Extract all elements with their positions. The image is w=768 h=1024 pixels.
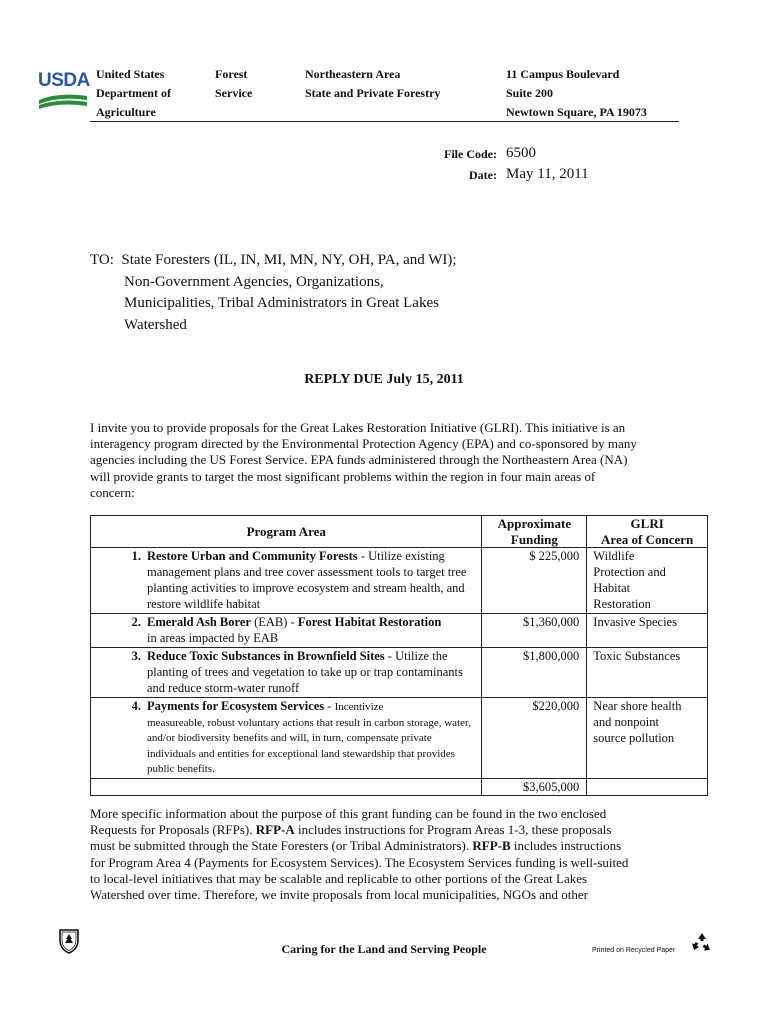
row-number: 1. [131, 549, 141, 563]
paragraph-text: Requests for Proposals (RFPs). [90, 822, 256, 838]
file-code-label: File Code: [444, 147, 497, 161]
funding-cell: $ 225,000 [482, 548, 587, 614]
paragraph-line: agencies including the US Forest Service. EPA funds administered through the Northeastern Area (NA) [90, 452, 628, 468]
letterhead-line: Newtown Square, PA 19073 [506, 105, 647, 119]
glri-cell [587, 648, 708, 698]
program-cell [91, 698, 482, 779]
funding-header-line: Approximate [497, 516, 572, 531]
paragraph-line: More specific information about the purpose of this grant funding can be found in the two enclosed [90, 806, 607, 821]
program-area-header: Program Area [91, 516, 482, 548]
glri-line: Invasive Species [593, 615, 677, 629]
total-blank-cell [91, 778, 482, 795]
letterhead-line: Suite 200 [506, 86, 554, 100]
glri-cell [587, 698, 708, 779]
program-detail: measureable, robust voluntary actions that result in carbon storage, water, and/or biodiversity benefits and will, in turn, compensate private individuals and entities for exceptional land stewardship that provides public benefits. [147, 716, 471, 775]
total-funding-cell: $3,605,000 [482, 778, 587, 795]
funding-header-line: Funding [510, 531, 558, 547]
program-cell [91, 548, 482, 614]
glri-line: Habitat [593, 581, 631, 595]
glri-line: Wildlife [593, 549, 635, 563]
letterhead-address [506, 65, 647, 122]
letterhead-line: State and Private Forestry [305, 86, 441, 100]
rfp-b-label: RFP-B [472, 838, 511, 854]
paragraph-line: concern: [90, 484, 135, 500]
paragraph-line: I invite you to provide proposals for the Great Lakes Restoration Initiative (GLRI). This initiative is an [90, 420, 626, 435]
program-title: Payments for Ecosystem Services [147, 699, 325, 713]
paragraph-text: includes instructions for Program Areas 1-3, these proposals [294, 822, 612, 838]
program-detail: Utilize existing management plans and tree cover assessment tools to target tree planting activities to improve ecosystem and stream health, and restore wildlife habitat [147, 549, 467, 611]
row-number: 4. [131, 699, 141, 713]
glri-line: and nonpoint [593, 715, 659, 729]
program-description [147, 698, 481, 778]
paragraph-line [90, 822, 700, 838]
letterhead-service [215, 65, 252, 103]
letterhead-line: Service [215, 86, 253, 100]
program-detail: Utilize the planting of trees and vegetation to take up or trap contaminants and reduce storm-water runoff [147, 649, 463, 695]
program-title: Restore Urban and Community Forests [147, 549, 358, 563]
table-header-row [91, 516, 708, 548]
table-total-row [91, 778, 708, 795]
glri-line: Protection and [593, 565, 666, 579]
program-cell [91, 614, 482, 648]
program-title: Emerald Ash Borer [147, 615, 251, 629]
recipients-block [90, 250, 457, 336]
letterhead-office [305, 65, 440, 103]
paragraph-line: Watershed over time. Therefore, we invite proposals from local municipalities, NGOs and other [90, 887, 588, 903]
table-row [91, 548, 708, 614]
recipients-first-line [90, 250, 457, 272]
program-title-secondary: Forest Habitat Restoration [297, 615, 442, 629]
paragraph-text: includes instructions [510, 838, 622, 854]
glri-header-line: Area of Concern [601, 531, 694, 547]
glri-header [587, 516, 708, 548]
paragraph-line: to local-level initiatives that may be scalable and replicable to other portions of the Great Lakes [90, 870, 588, 886]
recipient-line: Non-Government Agencies, Organizations, [124, 273, 384, 290]
table-row [91, 698, 708, 779]
footer-slogan: Caring for the Land and Serving People [281, 942, 487, 956]
recipient-line: State Foresters (IL, IN, MI, MN, NY, OH, PA, and WI); [121, 252, 457, 268]
program-sep: - [357, 549, 369, 563]
program-sep: - [324, 699, 335, 713]
program-sep: (EAB) - [250, 615, 298, 629]
funding-cell: $220,000 [482, 698, 587, 779]
glri-cell [587, 614, 708, 648]
glri-header-line: GLRI [630, 516, 664, 531]
usda-logo-text: USDA [38, 70, 90, 91]
letterhead-line: 11 Campus Boulevard [506, 67, 620, 81]
total-blank-cell [587, 778, 708, 795]
row-number: 2. [131, 615, 141, 629]
funding-header [482, 516, 587, 548]
table-row [91, 648, 708, 698]
program-title: Reduce Toxic Substances in Brownfield Sites [147, 649, 385, 663]
funding-cell: $1,360,000 [482, 614, 587, 648]
recipient-line: Watershed [124, 316, 187, 333]
letterhead-agency [96, 65, 171, 122]
funding-cell: $1,800,000 [482, 648, 587, 698]
usda-logo [38, 70, 88, 110]
letterhead-line: Department of [96, 86, 171, 100]
date-label: Date: [469, 168, 497, 182]
paragraph-line: will provide grants to target the most significant problems within the region in four main areas of [90, 468, 596, 484]
file-code-value: 6500 [506, 145, 536, 161]
intro-paragraph [90, 420, 690, 501]
program-description [147, 614, 481, 646]
usda-logo-swoosh-icon [38, 90, 88, 110]
program-description [147, 548, 481, 612]
recipient-line: Municipalities, Tribal Administrators in Great Lakes [124, 295, 439, 311]
letterhead-line: United States [96, 67, 165, 81]
letterhead-divider [90, 121, 679, 122]
rfp-paragraph [90, 806, 700, 903]
letterhead-line: Forest [215, 67, 248, 81]
program-detail: in areas impacted by EAB [147, 631, 279, 645]
paragraph-text: must be submitted through the State Foresters (or Tribal Administrators). [90, 838, 473, 854]
program-cell [91, 648, 482, 698]
row-number: 3. [131, 649, 141, 663]
recycle-icon [691, 932, 713, 952]
paragraph-line [90, 838, 700, 854]
rfp-a-label: RFP-A [255, 822, 295, 838]
glri-line: Near shore health [593, 699, 682, 713]
program-description [147, 648, 481, 696]
glri-line: Restoration [593, 597, 651, 611]
glri-cell [587, 548, 708, 614]
program-area-table [90, 515, 708, 796]
glri-line: Toxic Substances [593, 649, 681, 663]
program-sep: - [384, 649, 396, 663]
paragraph-line: for Program Area 4 (Payments for Ecosystem Services). The Ecosystem Services funding is well-suited [90, 854, 629, 870]
letterhead-line: Agriculture [96, 105, 156, 119]
to-prefix: TO: [90, 252, 114, 268]
reply-due-text: REPLY DUE July 15, 2011 [304, 372, 464, 387]
paragraph-line: interagency program directed by the Environmental Protection Agency (EPA) and co-sponsored by many [90, 436, 637, 452]
recycled-paper-note: Printed on Recycled Paper [592, 947, 676, 954]
glri-line: source pollution [593, 731, 675, 745]
letterhead-line: Northeastern Area [305, 67, 401, 81]
program-detail-first: Incentivize [334, 701, 384, 713]
date-value: May 11, 2011 [506, 166, 589, 182]
reply-due-heading [0, 372, 768, 388]
table-row [91, 614, 708, 648]
